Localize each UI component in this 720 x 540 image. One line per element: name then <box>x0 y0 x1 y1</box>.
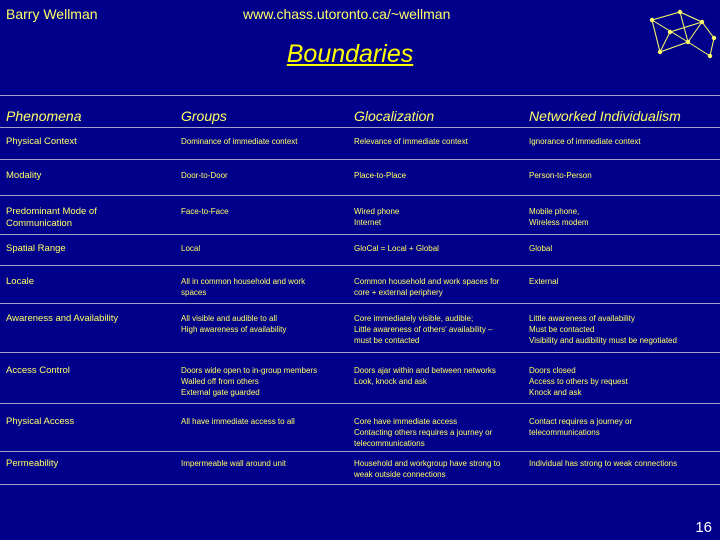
table-cell: Household and workgroup have strong to weak outside connections <box>354 459 501 479</box>
author-url: www.chass.utoronto.ca/~wellman <box>243 6 451 22</box>
page-number: 16 <box>695 519 712 536</box>
slide-title: Boundaries <box>286 40 414 68</box>
row-divider <box>0 303 720 304</box>
table-cell: Face-to-Face <box>181 207 229 216</box>
author-name: Barry Wellman <box>6 6 98 22</box>
table-cell: Door-to-Door <box>181 171 228 180</box>
table-cell: Relevance of immediate context <box>354 137 468 146</box>
table-cell: Physical Access <box>6 416 75 427</box>
row-divider <box>0 403 720 404</box>
row-divider <box>0 159 720 160</box>
table-cell: Dominance of immediate context <box>181 137 298 146</box>
row-divider <box>0 195 720 196</box>
table-cell: Doors ajar within and between networks Look, knock and ask <box>354 366 496 386</box>
row-divider <box>0 352 720 353</box>
header-rule <box>0 95 720 96</box>
table-cell: Individual has strong to weak connections <box>529 459 678 468</box>
table-cell: Common household and work spaces for core + external periphery <box>354 277 500 297</box>
table-cell: Awareness and Availability <box>6 313 119 324</box>
table-cell: Access Control <box>6 365 70 376</box>
column-header-glocalization: Glocalization <box>354 108 435 124</box>
table-cell: Core have immediate access Contacting others requires a journey or telecommunications <box>354 417 493 448</box>
table-cell: Ignorance of immediate context <box>529 137 641 146</box>
table-cell: Person-to-Person <box>529 171 592 180</box>
column-header-phenomena: Phenomena <box>6 108 82 124</box>
row-divider <box>0 234 720 235</box>
table-cell: Impermeable wall around unit <box>181 459 286 468</box>
network-logo-icon <box>640 2 718 64</box>
table-cell: Modality <box>6 170 42 181</box>
table-cell: Local <box>181 244 201 253</box>
table-cell: Doors wide open to in-group members Walled off from others External gate guarded <box>181 366 318 397</box>
table-cell: All have immediate access to all <box>181 417 295 426</box>
table-cell: Mobile phone, Wireless modem <box>529 207 589 227</box>
table-cell: Permeability <box>6 458 59 469</box>
column-header-groups: Groups <box>181 108 227 124</box>
table-cell: Predominant Mode of Communication <box>6 206 97 229</box>
table-cell: Spatial Range <box>6 243 66 254</box>
table-cell: All visible and audible to all High awareness of availability <box>181 314 287 334</box>
table-cell: Wired phone Internet <box>354 207 400 227</box>
table-cell: Global <box>529 244 553 253</box>
table-cell: Doors closed Access to others by request Knock and ask <box>529 366 628 397</box>
row-divider <box>0 451 720 452</box>
row-divider <box>0 265 720 266</box>
column-header-networked: Networked Individualism <box>529 108 681 124</box>
table-cell: External <box>529 277 559 286</box>
table-cell: Place-to-Place <box>354 171 407 180</box>
table-cell: All in common household and work spaces <box>181 277 306 297</box>
table-cell: Little awareness of availability Must be contacted Visibility and audibility must be negotiated <box>529 314 677 345</box>
table-header-rule <box>0 127 720 128</box>
table-cell: GloCal = Local + Global <box>354 244 439 253</box>
row-divider <box>0 484 720 485</box>
table-cell: Locale <box>6 276 34 287</box>
table-cell: Core immediately visible, audible; Little awareness of others' availability – must be contacted <box>354 314 493 345</box>
table-cell: Contact requires a journey or telecommunications <box>529 417 633 437</box>
table-cell: Physical Context <box>6 136 77 147</box>
